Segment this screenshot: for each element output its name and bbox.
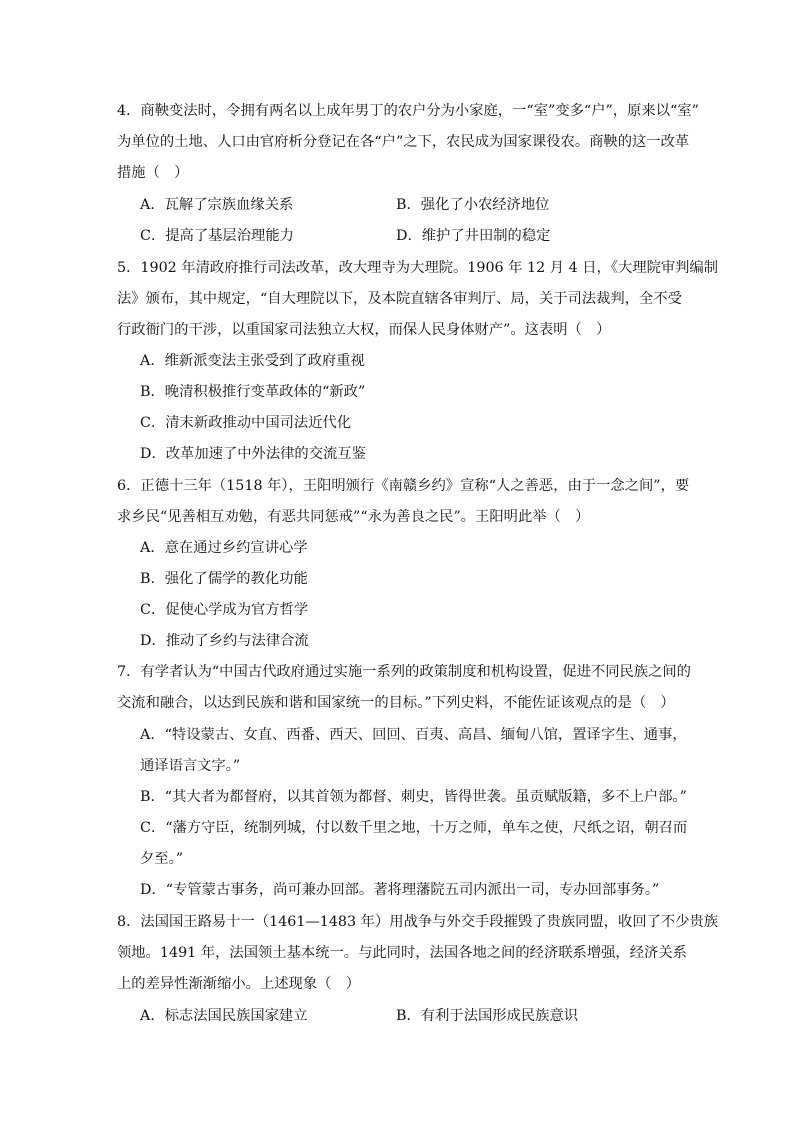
q5-option-d: D．改革加速了中外法律的交流互鉴 [140, 446, 366, 462]
q5-option-b: B．晚清积极推行变革政体的“新政” [140, 384, 366, 400]
q4-option-a: A．瓦解了宗族血缘关系 [140, 197, 294, 213]
q4-stem-line-1: 4．商鞅变法时，令拥有两名以上成年男丁的农户分为小家庭，一“室”变多“户”，原来以“室” [117, 103, 699, 119]
q6-stem-line-2: 求乡民“见善相互劝勉，有恶共同惩戒”“永为善良之民”。王阳明此举（ ） [117, 509, 590, 525]
q6-option-a: A．意在通过乡约宣讲心学 [140, 540, 308, 556]
q4-option-c: C．提高了基层治理能力 [140, 228, 294, 244]
q7-stem-line-2: 交流和融合，以达到民族和谐和国家统一的目标。”下列史料，不能佐证该观点的是（ ） [117, 695, 675, 711]
q7-option-c: C．“藩方守臣，统制列城，付以数千里之地，十万之师，单车之使，尺纸之诏，朝召而 [140, 820, 688, 836]
q4-stem-line-2: 为单位的土地、人口由官府析分登记在各“户”之下，农民成为国家课役农。商鞅的这一改革 [117, 134, 690, 150]
q6-stem-line-1: 6．正德十三年（1518 年），王阳明颁行《南赣乡约》宣称“人之善恶，由于一念之间”，要 [117, 478, 690, 494]
q8-option-b: B．有利于法国形成民族意识 [396, 1008, 579, 1024]
q6-option-d: D．推动了乡约与法律合流 [140, 633, 309, 649]
q7-option-b: B．“其大者为都督府，以其首领为都督、刺史，皆得世袭。虽贡赋版籍，多不上户部。” [140, 789, 687, 805]
q6-option-b: B．强化了儒学的教化功能 [140, 571, 308, 587]
q7-stem-line-1: 7．有学者认为“中国古代政府通过实施一系列的政策制度和机构设置，促进不同民族之间的 [117, 664, 691, 680]
q5-stem-line-3: 行政衙门的干涉，以重国家司法独立大权，而保人民身体财产”。这表明（ ） [117, 322, 611, 338]
q7-option-a: A．“特设蒙古、女直、西番、西天、回回、百夷、高昌、缅甸八馆，置译字生、通事， [140, 727, 687, 743]
q7-option-c-cont: 夕至。” [140, 851, 184, 867]
q8-option-a: A．标志法国民族国家建立 [140, 1008, 308, 1024]
q5-stem-line-2: 法》颁布，其中规定，“自大理院以下，及本院直辖各审判厅、局，关于司法裁判，全不受 [117, 291, 682, 307]
q7-option-d: D．“专管蒙古事务，尚可兼办回部。著将理藩院五司内派出一司，专办回部事务。” [140, 882, 660, 898]
q4-option-d: D．维护了井田制的稳定 [396, 228, 551, 244]
q8-stem-line-2: 领地。1491 年，法国领土基本统一。与此同时，法国各地之间的经济联系增强，经济关系 [117, 945, 687, 961]
q4-stem-line-3: 措施（ ） [117, 165, 189, 181]
q7-option-a-cont: 通译语言文字。” [140, 758, 241, 774]
q5-option-c: C．清末新政推动中国司法近代化 [140, 415, 352, 431]
q8-stem-line-3: 上的差异性渐渐缩小。上述现象（ ） [117, 976, 361, 992]
q4-option-b: B．强化了小农经济地位 [396, 197, 550, 213]
q5-stem-line-1: 5．1902 年清政府推行司法改革，改大理寺为大理院。1906 年 12 月 4 日，《大理院审判编制 [117, 260, 719, 276]
q8-stem-line-1: 8．法国国王路易十一（1461—1483 年）用战争与外交手段摧毁了贵族同盟，收回了不少贵族 [117, 914, 719, 930]
q5-option-a: A．维新派变法主张受到了政府重视 [140, 353, 365, 369]
q6-option-c: C．促使心学成为官方哲学 [140, 602, 309, 618]
